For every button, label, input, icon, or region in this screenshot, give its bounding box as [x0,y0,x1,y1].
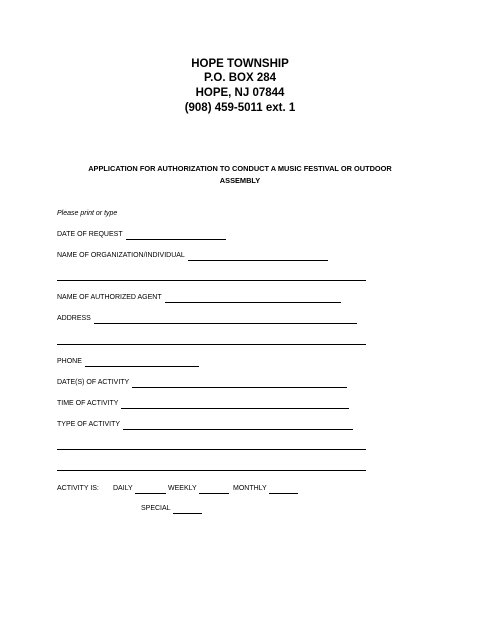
date-of-request-line[interactable] [126,231,226,240]
type-field [57,420,353,430]
weekly-field [168,484,229,494]
special-label: SPECIAL [141,505,171,512]
organization-field [57,251,328,261]
daily-label: DAILY [113,485,133,492]
date-of-request-field [57,230,226,240]
special-field [141,504,202,514]
dates-field [57,378,347,388]
address-continuation-line[interactable] [57,344,366,345]
date-of-request-label: DATE OF REQUEST [57,231,123,238]
address-label: ADDRESS [57,315,91,322]
city-state-zip: HOPE, NJ 07844 [195,87,285,99]
weekly-label: WEEKLY [168,485,197,492]
organization-continuation-line[interactable] [57,280,366,281]
print-note: Please print or type [57,210,118,217]
daily-line[interactable] [135,485,166,494]
address-field [57,314,357,324]
po-box: P.O. BOX 284 [203,72,277,84]
form-title-line1: APPLICATION FOR AUTHORIZATION TO CONDUCT A MUSIC FESTIVAL OR OUTDOOR [88,164,392,173]
monthly-field [233,484,298,494]
phone-field [57,357,199,367]
extra-line-1[interactable] [57,449,366,450]
form-title-line2: ASSEMBLY [219,176,261,185]
agent-line[interactable] [165,294,341,303]
weekly-line[interactable] [199,485,229,494]
extra-line-2[interactable] [57,470,366,471]
time-field [57,399,349,409]
address-line[interactable] [94,315,357,324]
special-line[interactable] [173,505,202,514]
dates-label: DATE(S) OF ACTIVITY [57,379,130,386]
phone-label: PHONE [57,358,82,365]
agent-field [57,293,341,303]
agent-label: NAME OF AUTHORIZED AGENT [57,294,162,301]
phone-number: (908) 459-5011 ext. 1 [184,102,296,114]
monthly-label: MONTHLY [233,485,267,492]
daily-field [113,484,166,494]
phone-line[interactable] [85,358,199,367]
dates-line[interactable] [132,379,347,388]
activity-label: ACTIVITY IS: [57,485,99,492]
type-label: TYPE OF ACTIVITY [57,421,121,428]
organization-label: NAME OF ORGANIZATION/INDIVIDUAL [57,252,185,259]
organization-line[interactable] [188,252,328,261]
township-name: HOPE TOWNSHIP [191,58,289,70]
time-line[interactable] [121,400,349,409]
monthly-line[interactable] [269,485,298,494]
time-label: TIME OF ACTIVITY [57,400,119,407]
type-line[interactable] [123,421,353,430]
